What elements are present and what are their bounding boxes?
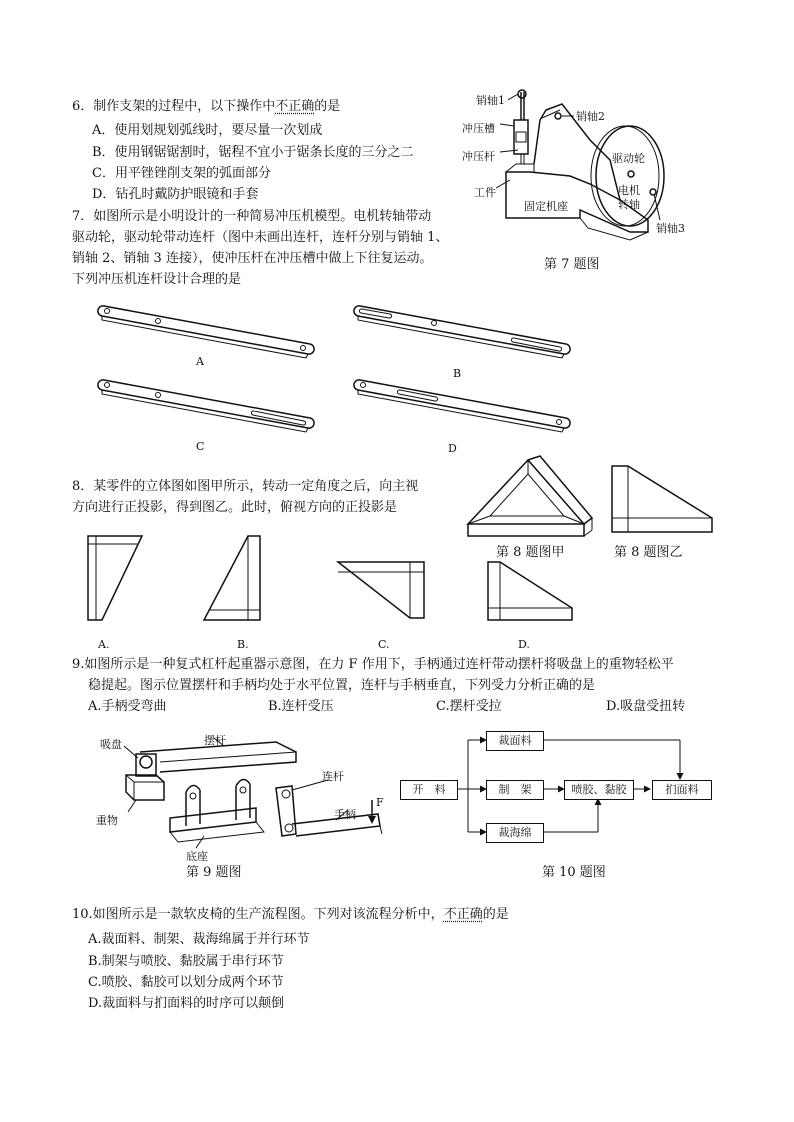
q7-label-drive-wheel: 驱动轮 <box>612 152 645 165</box>
q6-stem-a: 6．制作支架的过程中，以下操作中 <box>72 99 276 114</box>
q8-figure-b-front-view <box>610 464 714 534</box>
q7-label-base: 固定机座 <box>524 200 568 213</box>
q7-stem-line-1: 7．如图所示是小明设计的一种简易冲压机模型。电机转轴带动 <box>72 209 432 224</box>
q8-caption-b: 第 8 题图乙 <box>614 545 683 560</box>
q7-label-workpiece: 工件 <box>474 186 496 199</box>
q10-stem-a: 10.如图所示是一款软皮椅的生产流程图。下列对该流程分析中， <box>72 907 444 922</box>
q10-option-b: B.制架与喷胶、黏胶属于串行环节 <box>88 954 284 969</box>
q7-option-a-label: A <box>196 355 204 368</box>
q7-label-motor: 电机 <box>618 184 640 197</box>
q10-caption: 第 10 题图 <box>542 865 606 880</box>
q10-flow-cut-fabric: 裁面料 <box>486 731 544 751</box>
q7-stem-line-2: 驱动轮，驱动轮带动连杆（图中未画出连杆，连杆分别与销轴 1、 <box>72 230 449 245</box>
q9-option-a: A.手柄受弯曲 <box>88 699 167 714</box>
q10-option-c: C.喷胶、黏胶可以划分成两个环节 <box>88 975 284 990</box>
q7-label-punch-slot: 冲压槽 <box>462 122 495 135</box>
q9-label-suction-cup: 吸盘 <box>100 738 122 751</box>
q9-lever-jack-figure <box>96 730 396 865</box>
q9-option-b: B.连杆受压 <box>268 699 334 714</box>
q7-caption: 第 7 题图 <box>544 257 600 272</box>
q7-link-option-a[interactable] <box>98 300 320 360</box>
q8-figure-a-3d <box>464 454 594 544</box>
q8-option-d-label: D. <box>518 638 530 651</box>
q7-label-shaft: 转轴 <box>618 198 640 211</box>
q9-caption: 第 9 题图 <box>186 865 242 880</box>
q7-link-option-d[interactable] <box>354 374 576 434</box>
q7-option-b-label: B <box>453 367 462 380</box>
q8-option-a-view[interactable] <box>86 534 146 624</box>
q10-option-d: D.裁面料与扪面料的时序可以颠倒 <box>88 996 285 1011</box>
q9-option-c: C.摆杆受拉 <box>436 699 502 714</box>
q8-option-b-view[interactable] <box>200 534 264 624</box>
q10-stem-b: 的是 <box>482 907 509 922</box>
q8-option-c-label: C. <box>378 638 390 651</box>
q6-stem-emphasis: 不正确 <box>275 99 315 114</box>
q10-flow-glue: 喷胶、黏胶 <box>564 780 634 800</box>
q7-option-c-label: C <box>196 440 205 453</box>
q9-label-weight: 重物 <box>96 814 118 827</box>
q7-link-option-b[interactable] <box>354 300 576 360</box>
q6-stem-b: 的是 <box>314 99 341 114</box>
q9-label-handle: 手柄 <box>334 808 356 821</box>
q7-label-punch-rod: 冲压杆 <box>462 150 495 163</box>
q10-option-a: A.裁面料、制架、裁海绵属于并行环节 <box>88 932 310 947</box>
q9-label-swing-arm: 摆杆 <box>204 734 226 747</box>
q9-label-force-f: F <box>376 796 384 809</box>
q9-label-link: 连杆 <box>322 770 344 783</box>
q8-stem-line-1: 8．某零件的立体图如图甲所示，转动一定角度之后，向主视 <box>72 479 419 494</box>
q6-option-c: C．用平锉锉削支架的弧面部分 <box>92 166 271 181</box>
q10-flow-cutting: 开 料 <box>400 780 458 800</box>
q10-flow-frame: 制 架 <box>486 780 544 800</box>
q9-stem-line-1: 9.如图所示是一种复式杠杆起重器示意图，在力 F 作用下，手柄通过连杆带动摆杆将吸盘上的重物轻松平 <box>72 657 674 672</box>
q8-caption-a: 第 8 题图甲 <box>496 545 565 560</box>
q10-stem-emphasis: 不正确 <box>443 907 483 922</box>
q7-stem-line-4: 下列冲压机连杆设计合理的是 <box>72 272 242 287</box>
q10-stem <box>72 906 509 924</box>
q7-label-pin3: 销轴3 <box>656 222 685 235</box>
q9-stem-line-2: 稳提起。图示位置摆杆和手柄均处于水平位置，连杆与手柄垂直，下列受力分析正确的是 <box>88 678 596 693</box>
q8-stem-line-2: 方向进行正投影，得到图乙。此时，俯视方向的正投影是 <box>72 500 398 515</box>
q6-stem <box>72 98 340 116</box>
q7-option-d-label: D <box>448 442 457 455</box>
q7-label-pin1: 销轴1 <box>476 94 505 107</box>
q8-option-c-view[interactable] <box>336 560 428 622</box>
q9-option-d: D.吸盘受扭转 <box>606 699 686 714</box>
q8-option-d-view[interactable] <box>486 560 576 624</box>
q8-option-a-label: A. <box>98 638 110 651</box>
q10-flow-cut-sponge: 裁海绵 <box>486 823 544 843</box>
q6-option-d: D．钻孔时戴防护眼镜和手套 <box>92 187 259 202</box>
q7-link-option-c[interactable] <box>98 374 320 434</box>
q8-option-b-label: B. <box>237 638 249 651</box>
q7-label-pin2: 销轴2 <box>576 110 605 123</box>
q7-stem-line-3: 销轴 2、销轴 3 连接），使冲压杆在冲压槽中做上下往复运动。 <box>72 251 433 266</box>
q10-flow-upholster: 扪面料 <box>652 780 712 800</box>
q6-option-a: A．使用划规划弧线时，要尽量一次划成 <box>92 123 323 138</box>
q6-option-b: B．使用钢锯锯割时，锯程不宜小于锯条长度的三分之二 <box>92 145 414 160</box>
q9-label-base: 底座 <box>186 850 208 863</box>
